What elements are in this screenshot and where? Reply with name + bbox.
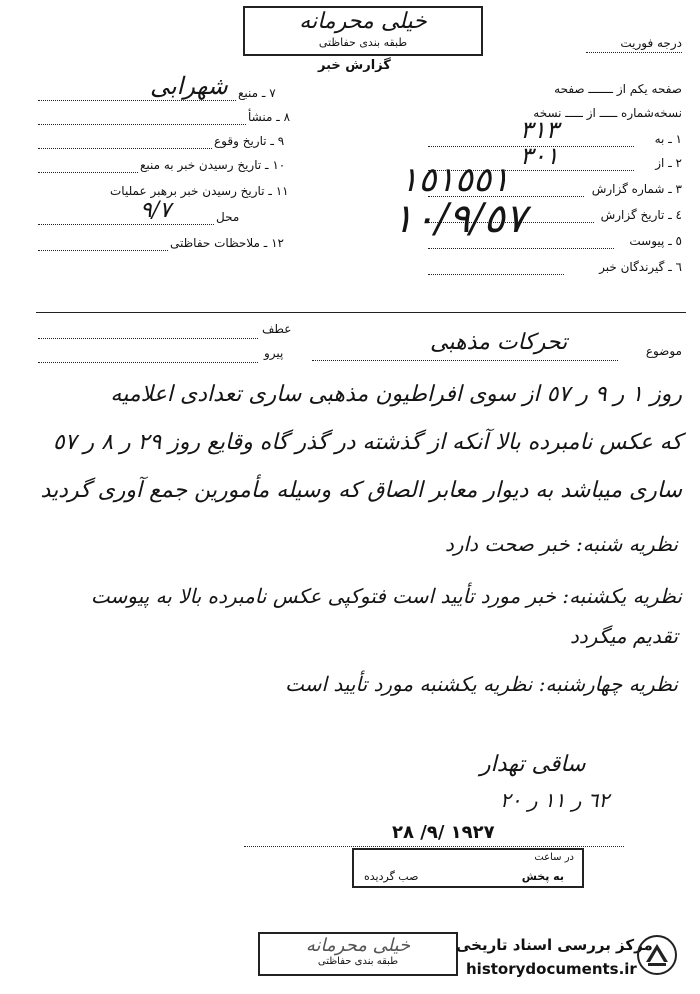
separator-top	[36, 312, 686, 313]
field-date-to-source: ١٠ ـ تاریخ رسیدن خبر به منبع	[140, 158, 286, 172]
field-recipients-line	[428, 274, 564, 275]
date-stamp: ١٩٢٧ /٩/ ٢٨	[392, 822, 495, 843]
field-occurrence-date: ٩ ـ تاریخ وقوع	[214, 134, 285, 148]
field-attachment-line	[428, 248, 614, 249]
note-2: نظریه یکشنبه: خبر مورد تأیید است فتوکپی عکس نامبرده بالا به پیوست	[90, 584, 682, 608]
bottom-handwritten: خیلی محرمانه	[305, 935, 411, 956]
archive-url: historydocuments.ir	[466, 960, 637, 978]
field-copy: نسخه‌شماره ـــــ از ـــــ نسخه	[533, 106, 682, 120]
field-report-number: ٣ ـ شماره گزارش	[591, 182, 682, 196]
priority-line	[586, 52, 682, 53]
distribution-sent: صب گردیده	[364, 870, 419, 883]
bottom-printed: طبقه بندی حفاظتی	[317, 956, 399, 967]
reference-label: عطف	[262, 322, 292, 336]
body-line-1: روز ١ ر ٩ ر ٥٧ از سوی افراطیون مذهبی ساری تعدادی اعلامیه	[110, 382, 682, 407]
classification-stamp-bottom	[258, 932, 458, 976]
reference-line	[38, 338, 258, 339]
body-line-3: ساری میباشد به دیوار معابر الصاق که وسیله مأمورین جمع آوری گردید	[40, 478, 682, 503]
date-stamp-line	[244, 846, 624, 847]
field-source: ٧ ـ منبع	[238, 86, 276, 100]
field-report-number-value: ١٥١٥٥١	[400, 160, 510, 200]
field-recipients: ٦ ـ گیرندگان خبر	[599, 260, 682, 274]
note-4: نظریه چهارشنبه: نظریه یکشنبه مورد تأیید است	[285, 672, 678, 696]
classification-printed: طبقه بندی حفاظتی	[318, 36, 408, 49]
signature-name: ساقی تهدار	[480, 752, 586, 777]
archive-logo-icon	[636, 934, 678, 976]
subject-label: موضوع	[645, 344, 682, 358]
note-3: تقدیم میگردد	[569, 624, 678, 648]
field-page: صفحه یکم از ـــــــ صفحه	[554, 82, 682, 96]
signature-date: ٦٢ ر ١١ ر ٢٠	[500, 788, 610, 812]
field-source-line	[38, 100, 236, 101]
field-from-value: ٣٠١	[520, 142, 559, 170]
field-report-date-value: ١٠/٩/٥٧	[392, 196, 527, 242]
field-date-to-source-line	[38, 172, 138, 173]
field-attachment: ٥ ـ پیوست	[629, 234, 682, 248]
archive-name: مرکز بررسی اسناد تاریخی	[456, 936, 653, 954]
field-date-to-ops: ١١ ـ تاریخ رسیدن خبر برهبر عملیات	[110, 184, 289, 198]
body-line-2: که عکس نامبرده بالا آنکه از گذشته در گذر گاه وقایع روز ٢٩ ر ٨ ر ٥٧	[52, 430, 682, 455]
field-from: ٢ ـ از	[655, 156, 682, 170]
subject-value: تحرکات مذهبی	[430, 330, 568, 355]
priority-label: درجه فوریت	[620, 36, 682, 50]
distribution-time: در ساعت	[534, 852, 574, 863]
field-place-line	[38, 224, 214, 225]
classification-handwritten: خیلی محرمانه	[299, 9, 427, 34]
distribution-label: به پخش	[521, 870, 564, 883]
field-to-value: ٣١٣	[520, 116, 559, 144]
followup-label: پیرو	[264, 346, 284, 360]
distribution-box	[352, 848, 584, 888]
field-notes-line	[38, 250, 168, 251]
field-occurrence-line	[38, 148, 212, 149]
field-place-value: ٩/٧	[140, 198, 172, 223]
field-origin: ٨ ـ منشأ	[248, 110, 291, 124]
field-source-value: شهرابی	[150, 72, 228, 100]
form-title: گزارش خبر	[318, 58, 391, 73]
field-report-date: ٤ ـ تاریخ گزارش	[600, 208, 682, 222]
field-to: ١ ـ به	[654, 132, 682, 146]
note-1: نظریه شنبه: خبر صحت دارد	[444, 532, 678, 556]
field-origin-line	[38, 124, 246, 125]
classification-stamp-top	[243, 6, 483, 56]
field-place: محل	[216, 210, 240, 224]
subject-line	[312, 360, 618, 361]
followup-line	[38, 362, 258, 363]
field-protective-notes: ١٢ ـ ملاحظات حفاظتی	[170, 236, 284, 250]
